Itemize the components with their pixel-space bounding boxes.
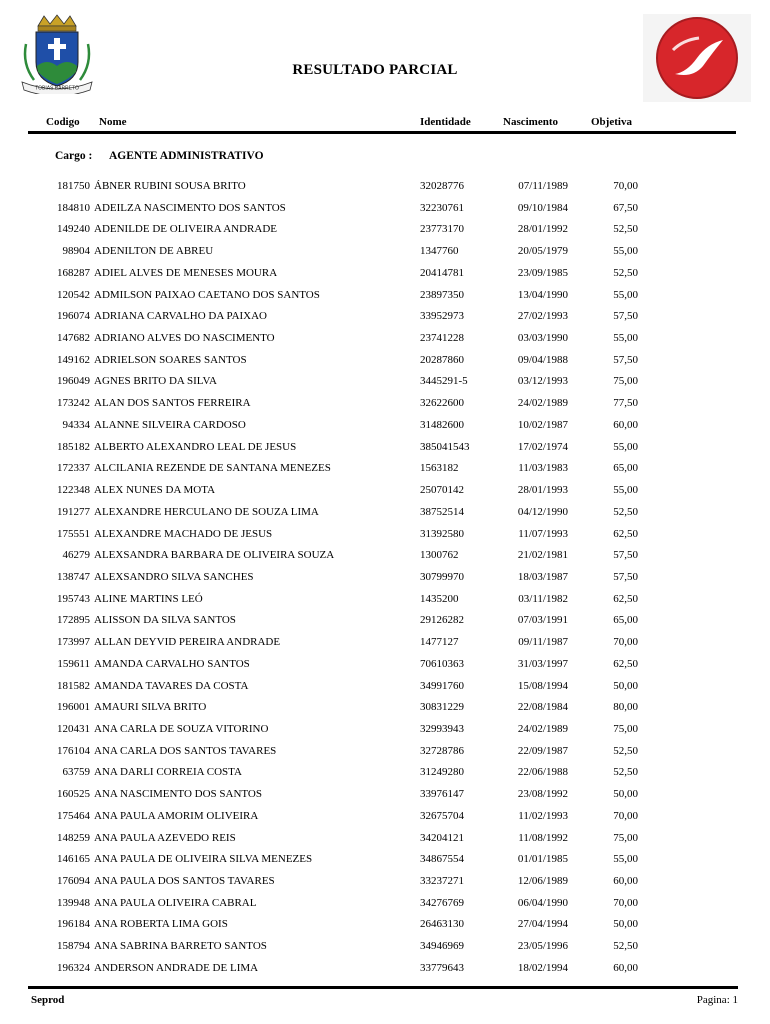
cell-id: 33237271 <box>420 875 464 887</box>
cell-name: ALEXSANDRA BARBARA DE OLIVEIRA SOUZA <box>94 549 335 562</box>
cell-birth: 15/08/1994 <box>517 679 568 692</box>
cell-birth: 21/02/1981 <box>517 549 568 562</box>
cell-code: 172895 <box>57 614 90 627</box>
cell-id: 32622600 <box>420 397 464 410</box>
cell-id: 3445291-5 <box>420 375 468 388</box>
cell-code: 173242 <box>57 397 90 410</box>
cell-id: 23741228 <box>420 332 464 345</box>
cell-code: 146165 <box>57 853 90 866</box>
cell-birth: 10/02/1987 <box>517 418 568 431</box>
column-header-score: Objetiva <box>591 116 632 128</box>
cell-id: 1477127 <box>420 636 459 649</box>
cell-birth: 22/09/1987 <box>517 744 568 757</box>
cell-birth: 18/03/1987 <box>517 570 568 583</box>
cell-name: ANA CARLA DE SOUZA VITORINO <box>94 722 269 735</box>
cell-birth: 23/09/1985 <box>517 266 568 279</box>
cell-code: 160525 <box>57 788 90 801</box>
cell-code: 147682 <box>57 332 90 345</box>
cell-code: 196001 <box>57 701 90 714</box>
cell-code: 158794 <box>57 940 90 953</box>
cell-name: ANA PAULA AZEVEDO REIS <box>94 831 236 844</box>
cell-score: 75,00 <box>613 722 638 735</box>
cell-code: 196184 <box>57 918 90 931</box>
cell-name: ALINE MARTINS LEÓ <box>94 592 203 605</box>
cell-birth: 11/07/1993 <box>518 527 568 540</box>
table-row <box>0 654 770 676</box>
cell-id: 30799970 <box>420 570 464 583</box>
cell-score: 62,50 <box>613 527 638 540</box>
cell-id: 1563182 <box>420 462 459 475</box>
table-row <box>0 306 770 328</box>
table-row <box>0 676 770 698</box>
cargo-label: Cargo : <box>55 150 93 162</box>
cell-birth: 22/08/1984 <box>517 701 568 714</box>
cell-birth: 09/04/1988 <box>517 353 568 366</box>
cell-name: ADRIANO ALVES DO NASCIMENTO <box>94 332 275 345</box>
cell-id: 385041543 <box>420 440 470 453</box>
cell-code: 122348 <box>57 484 90 497</box>
table-row <box>0 871 770 893</box>
cell-birth: 31/03/1997 <box>517 657 568 670</box>
table-row <box>0 458 770 480</box>
table-row <box>0 328 770 350</box>
cell-id: 32728786 <box>420 744 464 757</box>
cell-score: 55,00 <box>613 245 638 258</box>
cell-code: 172337 <box>57 462 90 475</box>
cell-score: 62,50 <box>613 592 638 605</box>
cell-code: 184810 <box>57 201 90 214</box>
cell-id: 34204121 <box>420 831 464 844</box>
cell-id: 33779643 <box>420 961 464 974</box>
table-row <box>0 350 770 372</box>
table-row <box>0 263 770 285</box>
cell-score: 52,50 <box>613 940 638 953</box>
table-row <box>0 415 770 437</box>
cell-code: 175464 <box>57 809 90 822</box>
cell-id: 32028776 <box>420 180 464 192</box>
cell-score: 57,50 <box>613 353 638 366</box>
cell-score: 50,00 <box>613 788 638 801</box>
cell-name: ALCILANIA REZENDE DE SANTANA MENEZES <box>94 462 331 475</box>
cell-name: ADRIELSON SOARES SANTOS <box>94 353 247 366</box>
table-row <box>0 502 770 524</box>
cell-id: 32993943 <box>420 722 464 735</box>
crest-ribbon-text: TOBIAS BARRETO <box>35 85 79 92</box>
cell-name: ADRIANA CARVALHO DA PAIXAO <box>94 310 268 323</box>
cell-code: 63759 <box>62 766 90 779</box>
cell-id: 34991760 <box>420 679 464 692</box>
cell-score: 70,00 <box>613 896 638 909</box>
table-row <box>0 524 770 546</box>
cell-name: ANA ROBERTA LIMA GOIS <box>94 918 228 931</box>
table-row <box>0 219 770 241</box>
cell-name: ANA NASCIMENTO DOS SANTOS <box>94 788 262 801</box>
cell-code: 176094 <box>57 875 90 887</box>
cell-birth: 20/05/1979 <box>517 245 568 258</box>
cell-id: 34946969 <box>420 940 464 953</box>
table-row <box>0 806 770 828</box>
column-header-name: Nome <box>99 116 127 128</box>
cell-birth: 18/02/1994 <box>517 961 568 974</box>
cell-name: ANA DARLI CORREIA COSTA <box>94 766 242 779</box>
cell-id: 1435200 <box>420 592 459 605</box>
table-row <box>0 567 770 589</box>
cell-score: 57,50 <box>613 310 638 323</box>
cell-name: AMAURI SILVA BRITO <box>94 701 207 714</box>
cell-name: ANA PAULA OLIVEIRA CABRAL <box>94 896 257 909</box>
cell-birth: 11/02/1993 <box>518 809 568 822</box>
cell-name: ALLAN DEYVID PEREIRA ANDRADE <box>94 636 281 649</box>
cell-name: ALBERTO ALEXANDRO LEAL DE JESUS <box>94 440 297 453</box>
cell-id: 30831229 <box>420 701 464 714</box>
cell-birth: 13/04/1990 <box>517 288 568 301</box>
table-row <box>0 610 770 632</box>
cell-name: ANDERSON ANDRADE DE LIMA <box>94 961 259 974</box>
cell-birth: 07/03/1991 <box>517 614 568 627</box>
cell-code: 176104 <box>57 744 90 757</box>
cell-name: ANA SABRINA BARRETO SANTOS <box>94 940 267 953</box>
cell-score: 75,00 <box>613 831 638 844</box>
cell-id: 25070142 <box>420 484 464 497</box>
cargo-value: AGENTE ADMINISTRATIVO <box>109 150 264 162</box>
cell-id: 29126282 <box>420 614 464 627</box>
cell-birth: 24/02/1989 <box>517 722 568 735</box>
cell-score: 60,00 <box>613 418 638 431</box>
cell-id: 23773170 <box>420 223 464 236</box>
cell-id: 31482600 <box>420 418 464 431</box>
table-row <box>0 741 770 763</box>
cell-code: 120431 <box>57 722 90 735</box>
cell-id: 38752514 <box>420 505 464 518</box>
municipal-crest-logo <box>18 14 96 94</box>
cell-birth: 28/01/1993 <box>517 484 568 497</box>
cell-id: 32675704 <box>420 809 464 822</box>
table-row <box>0 719 770 741</box>
cell-name: ALEXANDRE MACHADO DE JESUS <box>94 527 273 540</box>
cell-score: 52,50 <box>613 505 638 518</box>
cell-name: AMANDA CARVALHO SANTOS <box>94 657 250 670</box>
cell-score: 70,00 <box>613 809 638 822</box>
cell-score: 65,00 <box>613 462 638 475</box>
cell-name: ADEILZA NASCIMENTO DOS SANTOS <box>94 201 286 214</box>
cell-birth: 23/08/1992 <box>517 788 568 801</box>
cell-name: ADIEL ALVES DE MENESES MOURA <box>94 266 278 279</box>
cell-id: 33976147 <box>420 788 464 801</box>
cell-code: 181582 <box>57 679 90 692</box>
cell-score: 52,50 <box>613 766 638 779</box>
cell-code: 191277 <box>57 505 90 518</box>
cell-code: 148259 <box>57 831 90 844</box>
cell-id: 1300762 <box>420 549 459 562</box>
cell-score: 60,00 <box>613 961 638 974</box>
cell-id: 34276769 <box>420 896 464 909</box>
cell-code: 196324 <box>57 961 90 974</box>
footer-divider <box>28 986 738 989</box>
table-row <box>0 849 770 871</box>
cell-id: 20287860 <box>420 353 464 366</box>
cell-birth: 09/11/1987 <box>518 636 568 649</box>
cell-name: ALANNE SILVEIRA CARDOSO <box>94 418 246 431</box>
cell-score: 55,00 <box>613 853 638 866</box>
table-row <box>0 437 770 459</box>
cell-score: 52,50 <box>613 223 638 236</box>
column-header-code: Codigo <box>46 116 80 128</box>
cell-code: 94334 <box>62 418 90 431</box>
cell-id: 26463130 <box>420 918 464 931</box>
cell-code: 149162 <box>57 353 90 366</box>
cell-name: ALISSON DA SILVA SANTOS <box>94 614 236 627</box>
cell-name: ANA CARLA DOS SANTOS TAVARES <box>94 744 277 757</box>
cell-name: ADMILSON PAIXAO CAETANO DOS SANTOS <box>94 288 320 301</box>
results-table <box>0 176 770 980</box>
cell-code: 46279 <box>62 549 90 562</box>
cell-code: 139948 <box>57 896 90 909</box>
cell-name: AMANDA TAVARES DA COSTA <box>94 679 249 692</box>
cell-score: 65,00 <box>613 614 638 627</box>
cell-score: 77,50 <box>613 397 638 410</box>
cell-code: 138747 <box>57 570 90 583</box>
cell-score: 52,50 <box>613 266 638 279</box>
page-number: Pagina: 1 <box>696 994 738 1006</box>
footer-company: Seprod <box>31 994 65 1006</box>
cell-name: ÁBNER RUBINI SOUSA BRITO <box>94 180 246 192</box>
cell-score: 70,00 <box>613 180 638 192</box>
cell-score: 70,00 <box>613 636 638 649</box>
cell-birth: 17/02/1974 <box>517 440 568 453</box>
column-header-id: Identidade <box>420 116 471 128</box>
cell-birth: 03/11/1982 <box>518 592 568 605</box>
cell-id: 34867554 <box>420 853 464 866</box>
cell-name: ANA PAULA DE OLIVEIRA SILVA MENEZES <box>94 853 313 866</box>
cell-score: 50,00 <box>613 679 638 692</box>
cell-name: ANA PAULA DOS SANTOS TAVARES <box>94 875 275 887</box>
cell-birth: 22/06/1988 <box>517 766 568 779</box>
cell-score: 80,00 <box>613 701 638 714</box>
cell-score: 60,00 <box>613 875 638 887</box>
cell-code: 196049 <box>57 375 90 388</box>
cell-birth: 11/03/1983 <box>518 462 568 475</box>
cell-code: 195743 <box>57 592 90 605</box>
cell-score: 67,50 <box>613 201 638 214</box>
cell-score: 57,50 <box>613 549 638 562</box>
cell-score: 55,00 <box>613 440 638 453</box>
table-row <box>0 632 770 654</box>
cell-score: 55,00 <box>613 288 638 301</box>
cell-code: 185182 <box>57 440 90 453</box>
cell-id: 70610363 <box>420 657 464 670</box>
cell-name: ALEX NUNES DA MOTA <box>94 484 216 497</box>
table-row <box>0 784 770 806</box>
cell-score: 52,50 <box>613 744 638 757</box>
table-row <box>0 176 770 198</box>
cell-code: 159611 <box>57 657 90 670</box>
cell-code: 120542 <box>57 288 90 301</box>
column-header-birth: Nascimento <box>503 116 558 128</box>
cell-score: 55,00 <box>613 332 638 345</box>
cell-birth: 27/04/1994 <box>517 918 568 931</box>
table-row <box>0 241 770 263</box>
cell-name: ADENILTON DE ABREU <box>94 245 214 258</box>
cell-birth: 03/12/1993 <box>517 375 568 388</box>
table-row <box>0 958 770 980</box>
cell-birth: 12/06/1989 <box>517 875 568 887</box>
cell-birth: 23/05/1996 <box>517 940 568 953</box>
table-row <box>0 393 770 415</box>
cell-birth: 06/04/1990 <box>517 896 568 909</box>
cell-score: 62,50 <box>613 657 638 670</box>
table-row <box>0 371 770 393</box>
cell-birth: 01/01/1985 <box>517 853 568 866</box>
cell-name: ADENILDE DE OLIVEIRA ANDRADE <box>94 223 278 236</box>
cell-name: ALAN DOS SANTOS FERREIRA <box>94 397 251 410</box>
cell-id: 32230761 <box>420 201 464 214</box>
cell-id: 23897350 <box>420 288 464 301</box>
table-row <box>0 589 770 611</box>
table-row <box>0 545 770 567</box>
cell-code: 196074 <box>57 310 90 323</box>
cell-score: 55,00 <box>613 484 638 497</box>
cell-score: 50,00 <box>613 918 638 931</box>
table-row <box>0 697 770 719</box>
cell-id: 31392580 <box>420 527 464 540</box>
report-title: RESULTADO PARCIAL <box>292 62 458 78</box>
table-row <box>0 762 770 784</box>
cell-birth: 09/10/1984 <box>517 201 568 214</box>
cell-code: 149240 <box>57 223 90 236</box>
table-row <box>0 198 770 220</box>
cell-name: ALEXSANDRO SILVA SANCHES <box>94 570 254 583</box>
table-row <box>0 914 770 936</box>
table-row <box>0 893 770 915</box>
table-row <box>0 285 770 307</box>
organization-logo <box>643 14 751 102</box>
table-row <box>0 828 770 850</box>
cell-birth: 03/03/1990 <box>517 332 568 345</box>
cell-birth: 28/01/1992 <box>517 223 568 236</box>
cell-name: AGNES BRITO DA SILVA <box>94 375 217 388</box>
cell-name: ALEXANDRE HERCULANO DE SOUZA LIMA <box>94 505 319 518</box>
cell-code: 181750 <box>57 180 90 192</box>
cell-birth: 27/02/1993 <box>517 310 568 323</box>
cell-code: 173997 <box>57 636 90 649</box>
cell-score: 75,00 <box>613 375 638 388</box>
table-row <box>0 480 770 502</box>
cell-code: 98904 <box>62 245 90 258</box>
cell-code: 175551 <box>57 527 90 540</box>
cell-score: 57,50 <box>613 570 638 583</box>
table-row <box>0 936 770 958</box>
cell-birth: 04/12/1990 <box>517 505 568 518</box>
header-divider <box>28 131 736 134</box>
cell-id: 20414781 <box>420 266 464 279</box>
cell-id: 31249280 <box>420 766 464 779</box>
cell-name: ANA PAULA AMORIM OLIVEIRA <box>94 809 259 822</box>
cell-code: 168287 <box>57 266 90 279</box>
cell-id: 1347760 <box>420 245 459 258</box>
cell-birth: 07/11/1989 <box>518 180 568 192</box>
cell-birth: 24/02/1989 <box>517 397 568 410</box>
cell-birth: 11/08/1992 <box>518 831 568 844</box>
cell-id: 33952973 <box>420 310 464 323</box>
